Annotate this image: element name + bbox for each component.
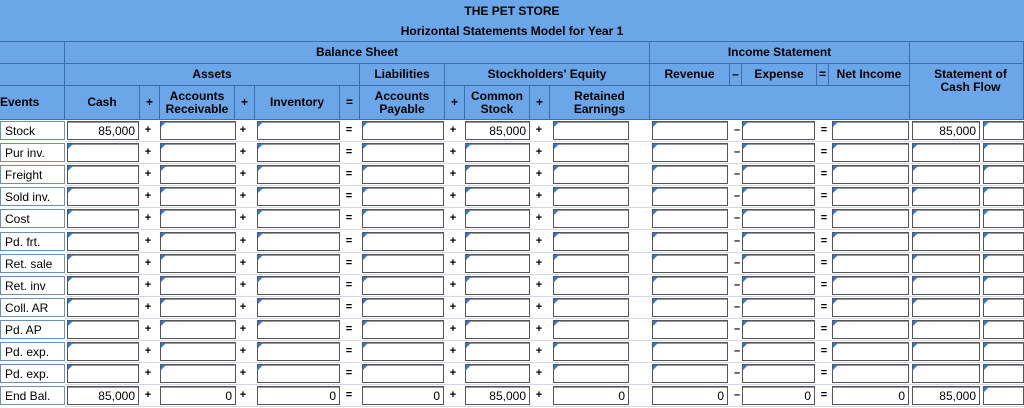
expense-field[interactable]: [742, 298, 815, 317]
accounts-payable-field[interactable]: [362, 364, 444, 383]
group-cash-flow: Statement of Cash Flow: [910, 64, 1024, 120]
inventory-field[interactable]: [257, 364, 340, 383]
equals-operator: =: [820, 323, 828, 335]
revenue-field[interactable]: [652, 254, 728, 273]
extra-field[interactable]: [983, 320, 1024, 339]
plus-operator: +: [239, 301, 247, 313]
plus-operator: +: [535, 190, 543, 202]
group-income-statement: Income Statement: [650, 42, 910, 64]
equals-operator: =: [345, 146, 353, 158]
plus-operator: +: [239, 190, 247, 202]
page-subtitle: Horizontal Statements Model for Year 1: [400, 24, 624, 38]
revenue-field[interactable]: [652, 209, 728, 228]
cash-field[interactable]: 85,000: [67, 121, 139, 140]
equals-operator: =: [820, 168, 828, 180]
plus-operator: +: [239, 257, 247, 269]
retained-earnings-field[interactable]: [553, 298, 629, 317]
event-label: Cost: [0, 209, 65, 228]
equals-operator: =: [820, 190, 828, 202]
extra-field[interactable]: [983, 364, 1024, 383]
retained-earnings-field[interactable]: [553, 364, 629, 383]
equals-operator: =: [345, 323, 353, 335]
op-plus: +: [235, 86, 255, 120]
plus-operator: +: [239, 367, 247, 379]
revenue-field[interactable]: [652, 298, 728, 317]
cash-field[interactable]: [67, 320, 139, 339]
revenue-field[interactable]: [652, 276, 728, 295]
plus-operator: +: [449, 279, 457, 291]
event-label: Sold inv.: [0, 187, 65, 206]
plus-operator: +: [535, 212, 543, 224]
op-equals: =: [340, 86, 360, 120]
plus-operator: +: [449, 257, 457, 269]
col-expense: Expense: [742, 64, 817, 86]
inventory-field[interactable]: 0: [257, 386, 340, 405]
common-stock-field[interactable]: [465, 342, 530, 361]
plus-operator: +: [144, 212, 152, 224]
expense-field[interactable]: [742, 209, 815, 228]
subgroup-equity: Stockholders' Equity: [445, 64, 650, 86]
accounts-payable-field[interactable]: [362, 143, 444, 162]
inventory-field[interactable]: [257, 254, 340, 273]
accounts-payable-field[interactable]: [362, 276, 444, 295]
equals-operator: =: [820, 389, 828, 401]
cash-field[interactable]: 85,000: [67, 386, 139, 405]
extra-field[interactable]: [983, 187, 1024, 206]
net-income-field[interactable]: [832, 143, 909, 162]
equals-operator: =: [820, 235, 828, 247]
retained-earnings-field[interactable]: [553, 165, 629, 184]
inventory-field[interactable]: [257, 342, 340, 361]
plus-operator: +: [449, 345, 457, 357]
plus-operator: +: [239, 235, 247, 247]
minus-operator: –: [733, 168, 741, 180]
col-common-stock: Common Stock: [465, 86, 530, 120]
minus-operator: –: [733, 212, 741, 224]
inventory-field[interactable]: [257, 165, 340, 184]
col-retained-earnings: Retained Earnings: [550, 86, 650, 120]
expense-field[interactable]: [742, 165, 815, 184]
net-income-field[interactable]: [832, 187, 909, 206]
revenue-field[interactable]: [652, 232, 728, 251]
cash-flow-field[interactable]: 85,000: [912, 386, 980, 405]
cash-flow-field[interactable]: [912, 165, 980, 184]
minus-operator: –: [733, 345, 741, 357]
cash-field[interactable]: [67, 276, 139, 295]
extra-field[interactable]: [983, 254, 1024, 273]
cash-field[interactable]: [67, 209, 139, 228]
revenue-field[interactable]: [652, 364, 728, 383]
cash-flow-field[interactable]: [912, 364, 980, 383]
common-stock-field[interactable]: [465, 254, 530, 273]
minus-operator: –: [733, 323, 741, 335]
revenue-field[interactable]: [652, 187, 728, 206]
op-minus: –: [730, 64, 742, 86]
accounts-receivable-field[interactable]: 0: [160, 386, 236, 405]
accounts-receivable-field[interactable]: [160, 121, 236, 140]
plus-operator: +: [449, 168, 457, 180]
cash-field[interactable]: [67, 364, 139, 383]
minus-operator: –: [733, 190, 741, 202]
accounts-receivable-field[interactable]: [160, 320, 236, 339]
cash-flow-field[interactable]: 85,000: [912, 121, 980, 140]
accounts-receivable-field[interactable]: [160, 364, 236, 383]
minus-operator: –: [733, 389, 741, 401]
accounts-payable-field[interactable]: [362, 232, 444, 251]
revenue-field[interactable]: [652, 121, 728, 140]
minus-operator: –: [733, 146, 741, 158]
common-stock-field[interactable]: [465, 232, 530, 251]
plus-operator: +: [144, 389, 152, 401]
common-stock-field[interactable]: [465, 364, 530, 383]
net-income-field[interactable]: [832, 165, 909, 184]
net-income-field[interactable]: [832, 364, 909, 383]
col-inventory: Inventory: [255, 86, 340, 120]
retained-earnings-field[interactable]: [553, 320, 629, 339]
extra-field[interactable]: [983, 143, 1024, 162]
plus-operator: +: [144, 345, 152, 357]
plus-operator: +: [239, 168, 247, 180]
expense-field[interactable]: [742, 254, 815, 273]
plus-operator: +: [239, 124, 247, 136]
equals-operator: =: [820, 345, 828, 357]
net-income-field[interactable]: [832, 232, 909, 251]
expense-field[interactable]: [742, 232, 815, 251]
plus-operator: +: [144, 190, 152, 202]
accounts-payable-field[interactable]: [362, 165, 444, 184]
common-stock-field[interactable]: [465, 276, 530, 295]
plus-operator: +: [449, 235, 457, 247]
accounts-payable-field[interactable]: [362, 254, 444, 273]
accounts-payable-field[interactable]: [362, 121, 444, 140]
col-accounts-payable: Accounts Payable: [360, 86, 445, 120]
plus-operator: +: [239, 279, 247, 291]
expense-field[interactable]: [742, 121, 815, 140]
retained-earnings-field[interactable]: 0: [553, 386, 629, 405]
op-plus: +: [445, 86, 465, 120]
plus-operator: +: [449, 190, 457, 202]
event-label: Freight: [0, 165, 65, 184]
accounts-receivable-field[interactable]: [160, 187, 236, 206]
common-stock-field[interactable]: [465, 209, 530, 228]
event-label: Pd. exp.: [0, 342, 65, 361]
retained-earnings-field[interactable]: [553, 232, 629, 251]
plus-operator: +: [144, 257, 152, 269]
plus-operator: +: [449, 212, 457, 224]
cf-top-blank: [910, 42, 1024, 64]
plus-operator: +: [449, 124, 457, 136]
revenue-field[interactable]: 0: [652, 386, 728, 405]
cash-field[interactable]: [67, 187, 139, 206]
equals-operator: =: [820, 301, 828, 313]
cash-flow-field[interactable]: [912, 232, 980, 251]
event-label: Stock: [0, 121, 65, 140]
accounts-receivable-field[interactable]: [160, 254, 236, 273]
revenue-field[interactable]: [652, 342, 728, 361]
cash-field[interactable]: [67, 298, 139, 317]
plus-operator: +: [535, 146, 543, 158]
group-blank: [0, 42, 65, 64]
event-label: Coll. AR: [0, 298, 65, 317]
inventory-field[interactable]: [257, 143, 340, 162]
plus-operator: +: [449, 367, 457, 379]
cash-flow-field[interactable]: [912, 276, 980, 295]
event-label: Ret. inv: [0, 276, 65, 295]
equals-operator: =: [820, 146, 828, 158]
extra-field[interactable]: [983, 342, 1024, 361]
minus-operator: –: [733, 367, 741, 379]
common-stock-field[interactable]: [465, 187, 530, 206]
equals-operator: =: [345, 389, 353, 401]
net-income-field[interactable]: [832, 320, 909, 339]
page-title: THE PET STORE: [464, 4, 560, 18]
subgroup-liabilities: Liabilities: [360, 64, 445, 86]
net-income-field[interactable]: [832, 276, 909, 295]
cash-flow-field[interactable]: [912, 342, 980, 361]
accounts-receivable-field[interactable]: [160, 298, 236, 317]
plus-operator: +: [535, 345, 543, 357]
plus-operator: +: [535, 279, 543, 291]
revenue-field[interactable]: [652, 320, 728, 339]
equals-operator: =: [345, 190, 353, 202]
plus-operator: +: [144, 124, 152, 136]
plus-operator: +: [449, 301, 457, 313]
net-income-field[interactable]: [832, 209, 909, 228]
minus-operator: –: [733, 124, 741, 136]
plus-operator: +: [144, 235, 152, 247]
event-label: Pur inv.: [0, 143, 65, 162]
extra-field[interactable]: [983, 121, 1024, 140]
expense-field[interactable]: 0: [742, 386, 815, 405]
expense-field[interactable]: [742, 187, 815, 206]
net-income-field[interactable]: [832, 298, 909, 317]
equals-operator: =: [345, 124, 353, 136]
accounts-receivable-field[interactable]: [160, 232, 236, 251]
cash-flow-field[interactable]: [912, 143, 980, 162]
plus-operator: +: [144, 367, 152, 379]
equals-operator: =: [345, 367, 353, 379]
col-cash: Cash: [65, 86, 140, 120]
retained-earnings-field[interactable]: [553, 276, 629, 295]
cash-flow-field[interactable]: [912, 209, 980, 228]
plus-operator: +: [144, 168, 152, 180]
accounts-payable-field[interactable]: [362, 187, 444, 206]
net-income-field[interactable]: 0: [832, 386, 909, 405]
equals-operator: =: [820, 257, 828, 269]
plus-operator: +: [535, 367, 543, 379]
common-stock-field[interactable]: 85,000: [465, 121, 530, 140]
retained-earnings-field[interactable]: [553, 209, 629, 228]
equals-operator: =: [820, 124, 828, 136]
op-plus: +: [140, 86, 160, 120]
col-net-income: Net Income: [829, 64, 910, 86]
col-events: Events: [0, 86, 65, 120]
cash-flow-field[interactable]: [912, 254, 980, 273]
equals-operator: =: [345, 345, 353, 357]
subgroup-assets: Assets: [65, 64, 360, 86]
net-income-field[interactable]: [832, 342, 909, 361]
extra-field[interactable]: [983, 209, 1024, 228]
accounts-receivable-field[interactable]: [160, 209, 236, 228]
extra-field[interactable]: [983, 386, 1024, 405]
expense-field[interactable]: [742, 143, 815, 162]
plus-operator: +: [535, 389, 543, 401]
retained-earnings-field[interactable]: [553, 342, 629, 361]
accounts-receivable-field[interactable]: [160, 276, 236, 295]
common-stock-field[interactable]: [465, 143, 530, 162]
col-revenue: Revenue: [650, 64, 730, 86]
minus-operator: –: [733, 257, 741, 269]
col-accounts-receivable: Accounts Receivable: [160, 86, 235, 120]
event-label: End Bal.: [0, 386, 65, 405]
revenue-field[interactable]: [652, 143, 728, 162]
equals-operator: =: [345, 301, 353, 313]
plus-operator: +: [239, 146, 247, 158]
minus-operator: –: [733, 279, 741, 291]
inventory-field[interactable]: [257, 232, 340, 251]
minus-operator: –: [733, 235, 741, 247]
cash-field[interactable]: [67, 232, 139, 251]
plus-operator: +: [535, 168, 543, 180]
plus-operator: +: [144, 279, 152, 291]
op-plus: +: [530, 86, 550, 120]
accounts-payable-field[interactable]: [362, 209, 444, 228]
plus-operator: +: [449, 323, 457, 335]
event-label: Ret. sale: [0, 254, 65, 273]
plus-operator: +: [144, 301, 152, 313]
cash-flow-field[interactable]: [912, 187, 980, 206]
cash-field[interactable]: [67, 342, 139, 361]
cash-flow-field[interactable]: [912, 320, 980, 339]
minus-operator: –: [733, 301, 741, 313]
plus-operator: +: [239, 323, 247, 335]
inventory-field[interactable]: [257, 320, 340, 339]
plus-operator: +: [144, 323, 152, 335]
retained-earnings-field[interactable]: [553, 121, 629, 140]
inventory-field[interactable]: [257, 209, 340, 228]
common-stock-field[interactable]: [465, 165, 530, 184]
plus-operator: +: [535, 235, 543, 247]
accounts-receivable-field[interactable]: [160, 342, 236, 361]
equals-operator: =: [345, 235, 353, 247]
net-income-field[interactable]: [832, 254, 909, 273]
accounts-receivable-field[interactable]: [160, 165, 236, 184]
inventory-field[interactable]: [257, 298, 340, 317]
net-income-field[interactable]: [832, 121, 909, 140]
accounts-payable-field[interactable]: [362, 320, 444, 339]
accounts-payable-field[interactable]: 0: [362, 386, 444, 405]
retained-earnings-field[interactable]: [553, 143, 629, 162]
plus-operator: +: [535, 257, 543, 269]
inventory-field[interactable]: [257, 187, 340, 206]
subgroup-blank: [0, 64, 65, 86]
accounts-payable-field[interactable]: [362, 342, 444, 361]
cash-flow-field[interactable]: [912, 298, 980, 317]
expense-field[interactable]: [742, 320, 815, 339]
event-label: Pd. frt.: [0, 232, 65, 251]
plus-operator: +: [535, 301, 543, 313]
plus-operator: +: [239, 345, 247, 357]
event-label: Pd. AP: [0, 320, 65, 339]
retained-earnings-field[interactable]: [553, 187, 629, 206]
plus-operator: +: [239, 389, 247, 401]
inventory-field[interactable]: [257, 276, 340, 295]
common-stock-field[interactable]: 85,000: [465, 386, 530, 405]
expense-field[interactable]: [742, 342, 815, 361]
extra-field[interactable]: [983, 165, 1024, 184]
retained-earnings-field[interactable]: [553, 254, 629, 273]
cash-field[interactable]: [67, 254, 139, 273]
extra-field[interactable]: [983, 276, 1024, 295]
expense-field[interactable]: [742, 364, 815, 383]
plus-operator: +: [144, 146, 152, 158]
cash-field[interactable]: [67, 143, 139, 162]
op-equals: =: [817, 64, 829, 86]
equals-operator: =: [345, 279, 353, 291]
inventory-field[interactable]: [257, 121, 340, 140]
equals-operator: =: [345, 168, 353, 180]
extra-field[interactable]: [983, 232, 1024, 251]
extra-field[interactable]: [983, 298, 1024, 317]
plus-operator: +: [449, 389, 457, 401]
accounts-payable-field[interactable]: [362, 298, 444, 317]
revenue-field[interactable]: [652, 165, 728, 184]
equals-operator: =: [820, 212, 828, 224]
common-stock-field[interactable]: [465, 298, 530, 317]
equals-operator: =: [820, 367, 828, 379]
plus-operator: +: [449, 146, 457, 158]
group-balance-sheet: Balance Sheet: [65, 42, 650, 64]
event-label: Pd. exp.: [0, 364, 65, 383]
equals-operator: =: [820, 279, 828, 291]
common-stock-field[interactable]: [465, 320, 530, 339]
plus-operator: +: [239, 212, 247, 224]
plus-operator: +: [535, 323, 543, 335]
equals-operator: =: [345, 257, 353, 269]
accounts-receivable-field[interactable]: [160, 143, 236, 162]
equals-operator: =: [345, 212, 353, 224]
plus-operator: +: [535, 124, 543, 136]
expense-field[interactable]: [742, 276, 815, 295]
cash-field[interactable]: [67, 165, 139, 184]
